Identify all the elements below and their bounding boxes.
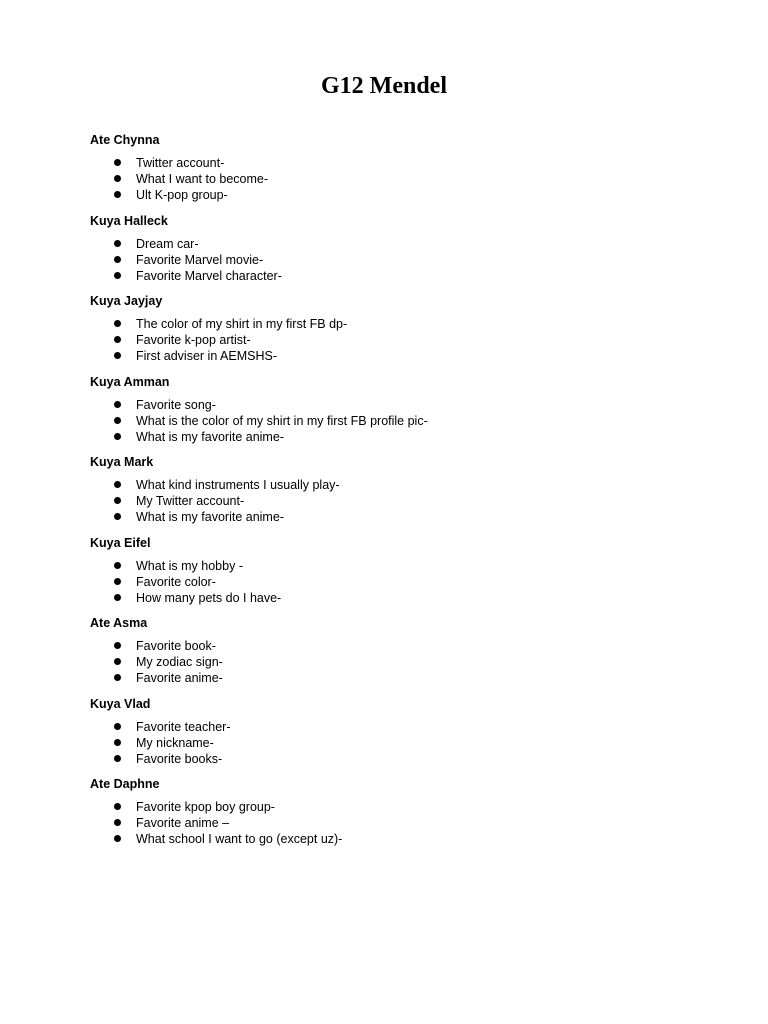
list-item [90,155,730,171]
list-item-text: Favorite Marvel character- [136,268,282,283]
question-list [90,477,730,525]
list-item [90,332,730,348]
list-item-text: Ult K-pop group- [136,188,228,202]
question-list [90,236,730,284]
list-item-text: Favorite books- [136,751,223,766]
list-item-text: Favorite k-pop artist- [136,333,251,347]
bullet-icon [114,481,121,488]
bullet-icon [114,803,121,810]
bullet-icon [114,578,121,585]
bullet-icon [114,642,121,649]
list-item-text: What I want to become- [136,172,269,186]
section-kuya-mark [90,453,730,525]
section-heading: Kuya Jayjay [90,294,163,308]
bullet-icon [114,159,121,166]
list-item-text: First adviser in AEMSHS- [136,349,278,363]
section-heading: Kuya Halleck [90,213,168,228]
bullet-icon [114,594,121,601]
list-item-text: Favorite anime- [136,671,223,685]
list-item [90,670,730,686]
section-kuya-amman [90,373,730,445]
list-item [90,719,730,735]
bullet-icon [114,336,121,343]
list-item [90,236,730,252]
bullet-icon [114,562,121,569]
list-item [90,638,730,654]
question-list [90,638,730,686]
list-item-text: My Twitter account- [136,494,245,508]
bullet-icon [114,497,121,504]
bullet-icon [114,256,121,263]
list-item-text: Favorite song- [136,397,216,412]
list-item-text: How many pets do I have- [136,590,282,605]
section-kuya-vlad [90,695,730,767]
list-item [90,831,730,847]
question-list [90,155,730,203]
bullet-icon [114,175,121,182]
list-item-text: Favorite color- [136,574,216,589]
list-item [90,815,730,831]
bullet-icon [114,819,121,826]
list-item-text: Twitter account- [136,156,225,170]
bullet-icon [114,433,121,440]
list-item [90,493,730,509]
section-ate-daphne [90,775,730,847]
list-item-text: What is my hobby - [136,558,243,573]
list-item-text: What is the color of my shirt in my first FB profile pic- [136,413,428,428]
section-kuya-halleck [90,212,730,284]
list-item [90,477,730,493]
list-item [90,397,730,413]
section-heading: Ate Asma [90,616,148,630]
list-item [90,316,730,332]
bullet-icon [114,272,121,279]
bullet-icon [114,320,121,327]
list-item-text: What is my favorite anime- [136,510,284,524]
list-item [90,751,730,767]
bullet-icon [114,191,121,198]
list-item [90,558,730,574]
list-item [90,171,730,187]
list-item [90,268,730,284]
list-item-text: Favorite book- [136,639,216,653]
section-heading: Ate Chynna [90,133,160,147]
section-ate-asma [90,614,730,686]
list-item-text: What school I want to go (except uz)- [136,832,343,846]
question-list [90,397,730,445]
section-kuya-jayjay [90,292,730,364]
list-item-text: The color of my shirt in my first FB dp- [136,317,348,331]
section-kuya-eifel [90,534,730,606]
list-item [90,252,730,268]
bullet-icon [114,352,121,359]
bullet-icon [114,739,121,746]
bullet-icon [114,417,121,424]
list-item [90,654,730,670]
section-heading: Kuya Amman [90,374,170,389]
section-heading: Kuya Mark [90,455,154,469]
list-item-text: Favorite Marvel movie- [136,252,264,267]
list-item [90,799,730,815]
question-list [90,316,730,364]
list-item [90,590,730,606]
list-item [90,429,730,445]
question-list [90,719,730,767]
list-item-text: My zodiac sign- [136,655,223,669]
question-list [90,799,730,847]
bullet-icon [114,674,121,681]
bullet-icon [114,723,121,730]
section-ate-chynna [90,131,730,203]
sections-list [90,131,730,856]
list-item [90,509,730,525]
list-item-text: What is my favorite anime- [136,429,284,444]
list-item-text: What kind instruments I usually play- [136,478,340,492]
list-item-text: Favorite teacher- [136,719,231,734]
section-heading: Ate Daphne [90,777,160,791]
bullet-icon [114,835,121,842]
list-item [90,574,730,590]
section-heading: Kuya Vlad [90,696,151,711]
list-item-text: Favorite kpop boy group- [136,800,275,814]
bullet-icon [114,513,121,520]
list-item [90,413,730,429]
list-item-text: My nickname- [136,735,214,750]
bullet-icon [114,658,121,665]
bullet-icon [114,240,121,247]
bullet-icon [114,401,121,408]
list-item [90,187,730,203]
document-title: G12 Mendel [321,73,447,99]
section-heading: Kuya Eifel [90,535,151,550]
list-item [90,348,730,364]
bullet-icon [114,755,121,762]
list-item-text: Dream car- [136,236,199,251]
list-item-text: Favorite anime – [136,816,230,830]
list-item [90,735,730,751]
question-list [90,558,730,606]
